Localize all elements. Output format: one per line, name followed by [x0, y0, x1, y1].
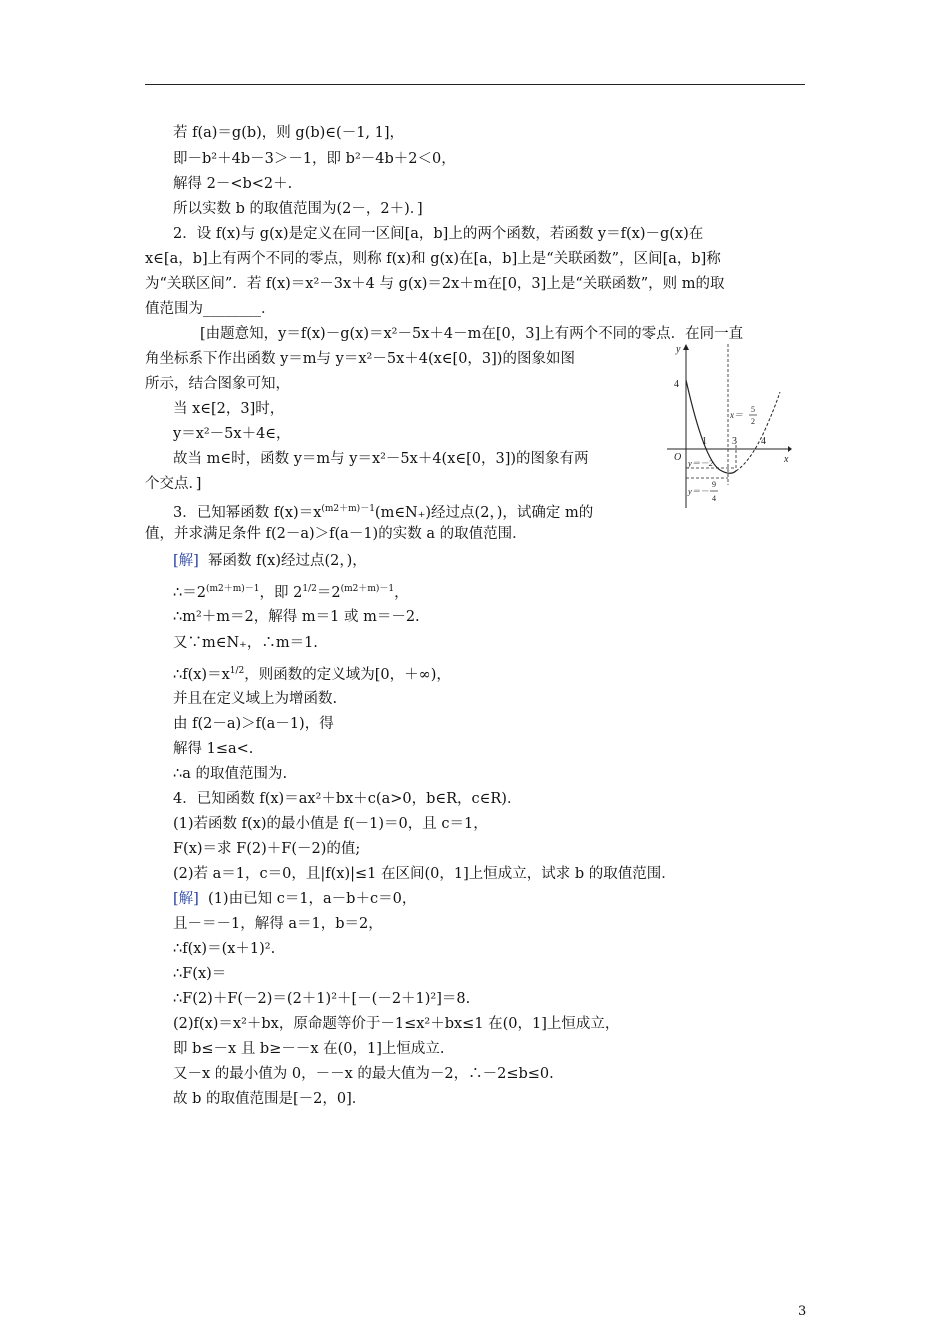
problem-4-line: 4．已知函数 f(x)＝ax²＋bx＋c(a>0，b∈R，c∈R)． [173, 791, 522, 807]
solution-2-line: 故当 m∈时，函数 y＝m与 y＝x²－5x＋4(x∈[0，3])的图象有两 [173, 451, 589, 467]
problem-4-line: (2)若 a＝1，c＝0，且|f(x)|≤1 在区间(0，1]上恒成立，试求 b 的取值范围． [173, 866, 676, 882]
solution-3-line: ∴a 的取值范围为. [173, 766, 288, 782]
solution-3-line: ∴m²＋m＝2，解得 m＝1 或 m＝－2. [173, 609, 420, 625]
solution-2-line: 角坐标系下作出函数 y＝m与 y＝x²－5x＋4(x∈[0，3])的图象如图 [145, 351, 575, 367]
solution-3-line: [解] 幂函数 f(x)经过点(2，)， [173, 553, 367, 569]
origin-label: O [674, 452, 682, 463]
solution-2-line: 当 x∈[2，3]时， [173, 401, 285, 417]
tick-label: 1 [702, 436, 707, 447]
solution-tag: [解] [173, 891, 199, 907]
problem-2-line: 2．设 f(x)与 g(x)是定义在同一区间[a，b]上的两个函数，若函数 y＝f(x)－g(x)在 [173, 226, 704, 242]
symmetry-label: x＝ [730, 410, 743, 420]
fraction-num: 5 [751, 405, 755, 414]
tick-label: 4 [674, 379, 679, 390]
solution-4-line: ∴F(x)＝ [173, 966, 227, 982]
solution-4-line: 即 b≤－x 且 b≥－－x 在(0，1]上恒成立. [173, 1041, 445, 1057]
y-axis-label: y [676, 344, 681, 355]
solution-3-line: 并且在定义域上为增函数. [173, 691, 338, 707]
fraction-num: 9 [712, 480, 716, 489]
problem-4-line: (1)若函数 f(x)的最小值是 f(－1)＝0，且 c＝1， [173, 816, 488, 832]
text-line: 解得 2－<b<2＋. [173, 176, 293, 192]
solution-3-line: 解得 1≤a<. [173, 741, 254, 757]
solution-2-line: y＝x²－5x＋4∈， [173, 426, 291, 442]
text-line: 若 f(a)＝g(b)，则 g(b)∈(－1, 1]， [173, 125, 405, 141]
y-neg2-label: y＝－2 [688, 458, 714, 468]
solution-4-line: ∴F(2)＋F(－2)＝(2＋1)²＋[－(－2＋1)²]＝8. [173, 991, 471, 1007]
problem-3-line: 值，并求满足条件 f(2－a)＞f(a－1)的实数 a 的取值范围． [145, 526, 527, 542]
problem-3-line: 3．已知幂函数 $f(x)=x^{(m2+m)-1}(m\in N_+)$经过点(2，)，试确定 m的 [173, 504, 594, 521]
page-number: 3 [798, 1304, 807, 1319]
solution-2-line: 个交点．] [145, 476, 202, 492]
solution-2-line: [由题意知，y＝f(x)－g(x)＝x²－5x＋4－m在[0，3]上有两个不同的零点．在同一直 [200, 326, 744, 342]
solution-tag: [解] [173, 553, 199, 569]
x-axis-label: x [784, 454, 789, 465]
solution-3-line: $\therefore f(x)=x^{1/2}$，则函数的定义域为[0，＋∞)， [173, 666, 451, 683]
fraction-den: 4 [712, 494, 716, 503]
problem-2-line: 值范围为________． [145, 301, 276, 317]
parabola-dashed [736, 392, 780, 471]
solution-3-line: 由 f(2－a)＞f(a－1)，得 [173, 716, 334, 732]
solution-2-line: 所示，结合图象可知， [145, 376, 290, 392]
solution-4-line: 又－x 的最小值为 0，－－x 的最大值为－2，∴－2≤b≤0. [173, 1066, 554, 1082]
parabola-figure [662, 340, 792, 510]
text-line: 即－b²＋4b－3＞－1，即 b²－4b＋2＜0， [173, 151, 456, 167]
solution-4-line: 且－＝－1，解得 a＝1，b＝2， [173, 916, 383, 932]
problem-4-line: F(x)＝求 F(2)＋F(－2)的值; [173, 841, 361, 857]
tick-label: 4 [761, 436, 766, 447]
tick-label: 3 [732, 436, 737, 447]
fraction-den: 2 [751, 417, 755, 426]
text-line: 所以实数 b 的取值范围为(2－，2＋)．] [173, 201, 423, 217]
problem-2-line: 为“关联区间”．若 f(x)＝x²－3x＋4 与 g(x)＝2x＋m在[0，3]上是“关联函数”，则 m的取 [145, 276, 725, 292]
y-neg9-4-label: y＝－ [688, 486, 709, 496]
solution-4-line: ∴f(x)＝(x＋1)². [173, 941, 276, 957]
solution-3-line: 又∵m∈N₊，∴m＝1. [173, 635, 318, 651]
solution-4-line: [解] (1)由已知 c＝1，a－b＋c＝0， [173, 891, 417, 907]
problem-2-line: x∈[a，b]上有两个不同的零点，则称 f(x)和 g(x)在[a，b]上是“关联函数”，区间[a，b]称 [145, 251, 721, 267]
solution-4-line: (2)f(x)＝x²＋bx，原命题等价于－1≤x²＋bx≤1 在(0，1]上恒成立， [173, 1016, 620, 1032]
solution-4-line: 故 b 的取值范围是[－2，0]． [173, 1091, 367, 1107]
header-rule [145, 84, 805, 85]
solution-3-line: $\therefore=2^{(m2+m)-1}$，即 $2^{1/2}=2^{(m2+m)-1}$， [173, 584, 409, 601]
